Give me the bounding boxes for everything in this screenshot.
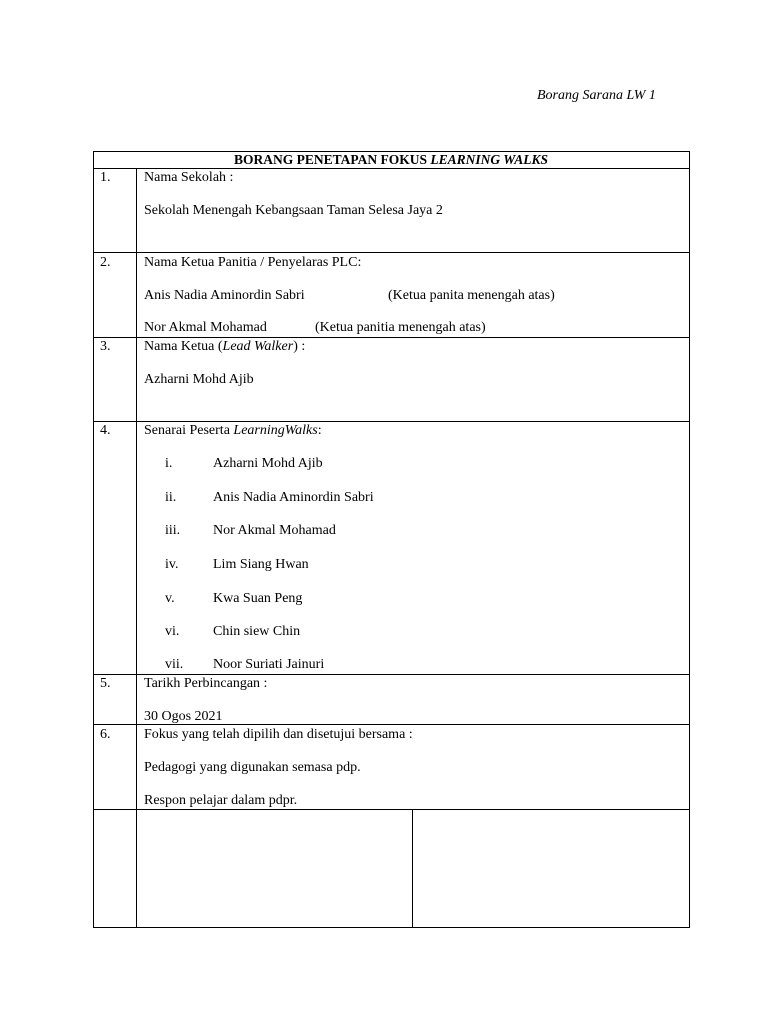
participant-name: Chin siew Chin — [213, 624, 301, 639]
discussion-date-value: 30 Ogos 2021 — [144, 709, 223, 724]
row-number: 4. — [100, 423, 111, 438]
participant-index: v. — [165, 591, 175, 606]
participant-name: Kwa Suan Peng — [213, 591, 303, 606]
table-border-right — [689, 151, 690, 928]
row-number: 1. — [100, 170, 111, 185]
lead-walker-value: Azharni Mohd Ajib — [144, 372, 254, 387]
empty-cell — [137, 810, 412, 927]
participant-index: ii. — [165, 490, 177, 505]
focus-label: Fokus yang telah dipilih dan disetujui bersama : — [144, 727, 413, 742]
focus-item: Pedagogi yang digunakan semasa pdp. — [144, 760, 361, 775]
school-name-label: Nama Sekolah : — [144, 170, 234, 185]
table-border-bottom — [93, 927, 689, 928]
lead-walker-label: Nama Ketua (Lead Walker) : — [144, 339, 306, 354]
empty-cell — [413, 810, 689, 927]
form-title: BORANG PENETAPAN FOKUS LEARNING WALKS — [233, 152, 549, 167]
participant-index: i. — [165, 456, 173, 471]
row-divider — [93, 674, 689, 675]
form-reference: Borang Sarana LW 1 — [537, 88, 656, 103]
panel-head-role: (Ketua panitia menengah atas) — [315, 320, 486, 335]
row-number: 2. — [100, 255, 111, 270]
row-divider — [93, 337, 689, 338]
row-divider — [93, 421, 689, 422]
participant-index: vii. — [165, 657, 184, 672]
participant-name: Noor Suriati Jainuri — [213, 657, 325, 672]
participant-index: iv. — [165, 557, 179, 572]
participant-index: vi. — [165, 624, 180, 639]
panel-head-name: Nor Akmal Mohamad — [144, 320, 267, 335]
row-divider — [93, 168, 689, 169]
panel-head-label: Nama Ketua Panitia / Penyelaras PLC: — [144, 255, 362, 270]
panel-head-role: (Ketua panita menengah atas) — [388, 288, 555, 303]
row-number: 3. — [100, 339, 111, 354]
discussion-date-label: Tarikh Perbincangan : — [144, 676, 268, 691]
participant-name: Lim Siang Hwan — [213, 557, 309, 572]
row-number: 5. — [100, 676, 111, 691]
panel-head-name: Anis Nadia Aminordin Sabri — [144, 288, 305, 303]
participant-index: iii. — [165, 523, 181, 538]
row-number: 6. — [100, 727, 111, 742]
participant-name: Nor Akmal Mohamad — [213, 523, 336, 538]
participant-name: Anis Nadia Aminordin Sabri — [213, 490, 374, 505]
row-divider — [93, 252, 689, 253]
focus-item: Respon pelajar dalam pdpr. — [144, 793, 298, 808]
participants-label: Senarai Peserta LearningWalks: — [144, 423, 322, 438]
school-name-value: Sekolah Menengah Kebangsaan Taman Selesa Jaya 2 — [144, 203, 443, 218]
table-border-left — [93, 151, 94, 928]
participant-name: Azharni Mohd Ajib — [213, 456, 323, 471]
